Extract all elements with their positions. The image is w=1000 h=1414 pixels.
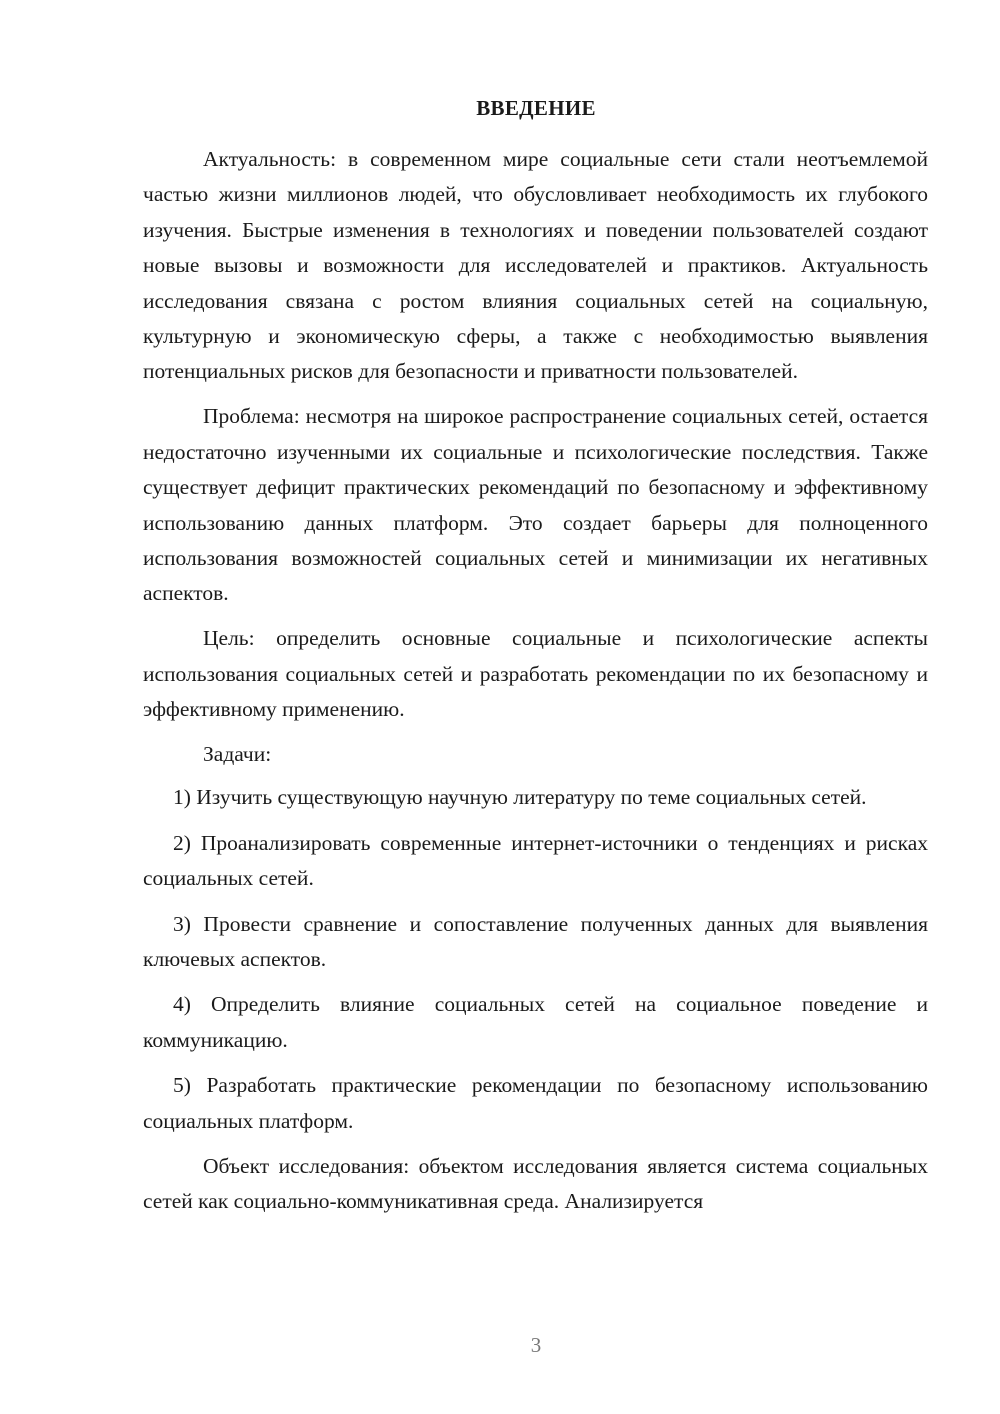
paragraph-problem: Проблема: несмотря на широкое распространение социальных сетей, остается недостаточно изученными их социальные и психологические последствия. Также существует дефицит практических рекомендаций по безопасному и эффективному использованию данных платформ. Это создает барьеры для полноценного использования возможностей социальных сетей и минимизации их негативных аспектов. [143, 404, 928, 606]
task-item-3: 3) Провести сравнение и сопоставление полученных данных для выявления ключевых аспектов. [143, 911, 928, 972]
task-item-1: 1) Изучить существующую научную литературу по теме социальных сетей. [173, 785, 867, 810]
document-body [143, 142, 928, 1229]
paragraph-object: Объект исследования: объектом исследования является система социальных сетей как социально-коммуникативная среда. Анализируется [143, 1154, 928, 1214]
page-number: 3 [530, 1333, 542, 1357]
paragraph-goal: Цель: определить основные социальные и психологические аспекты использования социальных сетей и разработать рекомендации по их безопасному и эффективному применению. [143, 626, 928, 722]
page-title: ВВЕДЕНИЕ [476, 96, 596, 120]
task-item-4: 4) Определить влияние социальных сетей на социальное поведение и коммуникацию. [143, 992, 928, 1052]
task-item-2: 2) Проанализировать современные интернет-источники о тенденциях и рисках социальных сетей. [143, 830, 928, 891]
paragraph-relevance: Актуальность: в современном мире социальные сети стали неотъемлемой частью жизни миллионов людей, что обусловливает необходимость их глубокого изучения. Быстрые изменения в технологиях и поведении пользователей создают новые вызовы и возможности для исследователей и практиков. Актуальность исследования связана с ростом влияния социальных сетей на социальную, культурную и экономическую сферы, а также с необходимостью выявления потенциальных рисков для безопасности и приватности пользователей. [143, 147, 928, 384]
task-item-5: 5) Разработать практические рекомендации по безопасному использованию социальных платформ. [143, 1073, 928, 1133]
tasks-heading: Задачи: [203, 742, 272, 766]
